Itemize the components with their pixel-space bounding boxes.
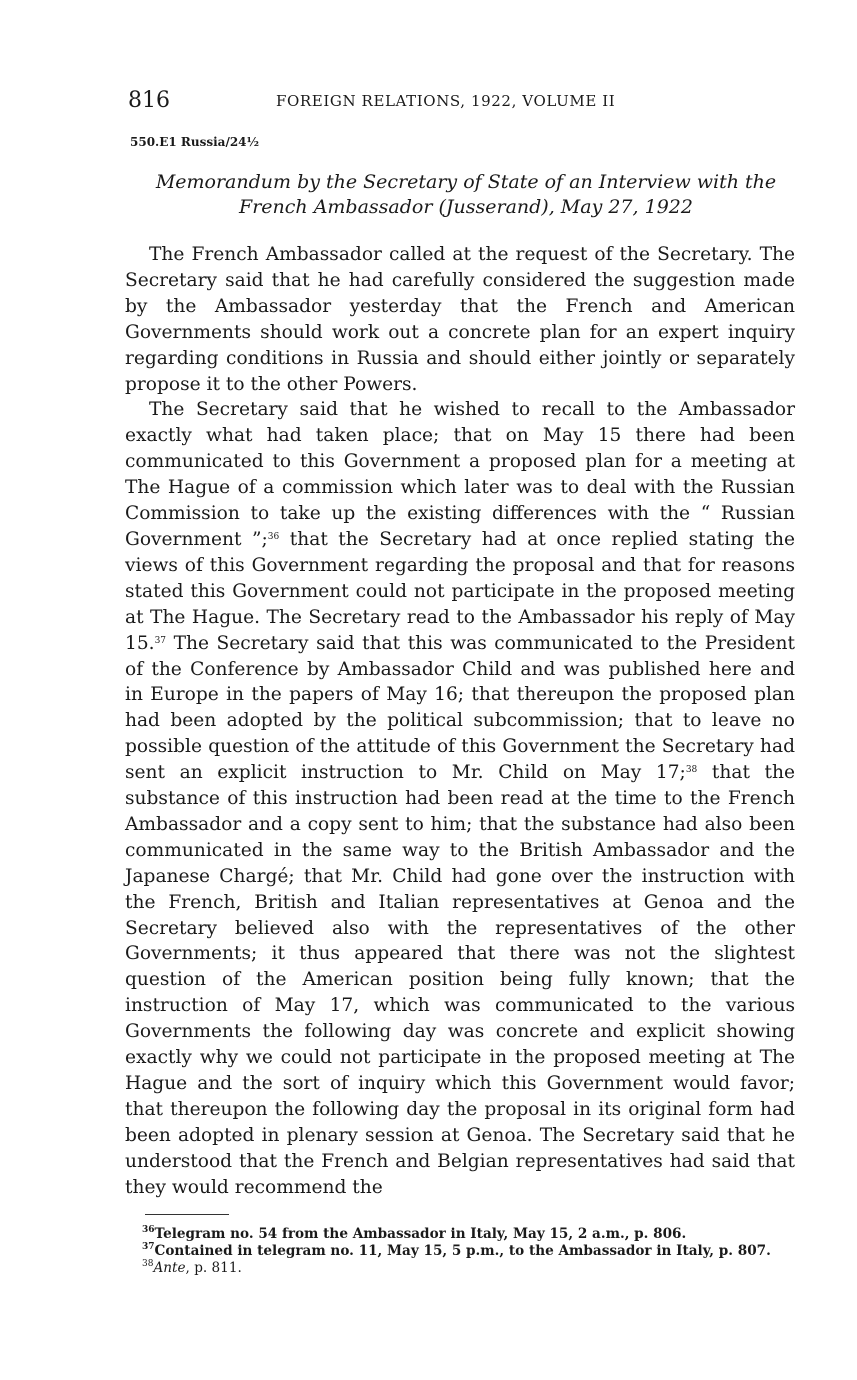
footnote-37 [118, 1243, 798, 1259]
footnote-mark: 37 [142, 1242, 155, 1252]
paragraph-2-part-b: that the Secretary had at once replied stating the views of this Government regarding the proposal and that for reasons stated this Government could not participate in the proposed meeting at The Hague. The Secretary read to the Ambassador his reply of May 15. [125, 528, 795, 654]
footnote-mark: 38 [142, 1259, 154, 1269]
running-title: FOREIGN RELATIONS, 1922, VOLUME II [276, 92, 616, 110]
footnote-36 [118, 1226, 798, 1242]
footnote-text: Telegram no. 54 from the Ambassador in Italy, May 15, 2 a.m., p. 806. [154, 1226, 687, 1242]
paragraph-2-part-a: The Secretary said that he wished to recall to the Ambassador exactly what had taken place; that on May 15 there had been communicated to this Government a proposed plan for a meeting at The Hague of a commission which later was to deal with the Russian Commission to take up the existing differences with the “ Russian Government ”; [125, 399, 795, 550]
document-body [125, 242, 795, 1201]
page-number: 816 [128, 88, 170, 113]
title-line-2: French Ambassador (Jusserand), May 27, 1922 [239, 196, 693, 218]
paragraph-1: The French Ambassador called at the request of the Secretary. The Secretary said that he had carefully considered the suggestion made by the Ambassador yesterday that the French and American Governments should work out a concrete plan for an expert inquiry regarding conditions in Russia and should either jointly or separately propose it to the other Powers. [125, 244, 795, 395]
footnote-38 [118, 1260, 798, 1276]
footnote-mark: 36 [142, 1225, 155, 1235]
paragraph-2-part-c: The Secretary said that this was communicated to the President of the Conference by Ambassador Child and was published here and in Europe in the papers of May 16; that thereupon the proposed plan had been adopted by the political subcommission; that to leave no possible question of the attitude of this Government the Secretary had sent an explicit instruction to Mr. Child on May 17; [125, 632, 795, 784]
footnote-divider [145, 1214, 229, 1215]
footnote-text: , p. 811. [185, 1260, 242, 1276]
document-title [126, 170, 806, 220]
footnotes [118, 1226, 798, 1277]
title-line-1: Memorandum by the Secretary of State of an Interview with the [155, 171, 777, 193]
footnote-ref-36[interactable]: 36 [267, 531, 280, 542]
footnote-ref-38[interactable]: 38 [685, 765, 698, 776]
paragraph-2-part-d: that the substance of this instruction had been read at the time to the French Ambassador and a copy sent to him; that the substance had also been communicated in the same way to the British Ambassador and the Japanese Chargé; that Mr. Child had gone over the instruction with the French, British and Italian representatives at Genoa and the Secretary believed also with the representatives of the other Governments; it thus appeared that there was not the slightest question of the American position being fully known; that the instruction of May 17, which was communicated to the various Governments the following day was concrete and explicit showing exactly why we could not participate in the proposed meeting at The Hague and the sort of inquiry which this Government would favor; that thereupon the following day the proposal in its original form had been adopted in plenary session at Genoa. The Secretary said that he understood that the French and Belgian representatives had said that they would recommend the [125, 762, 795, 1198]
paragraph-2 [125, 397, 795, 1200]
page-header [128, 88, 798, 118]
footnote-ref-37[interactable]: 37 [154, 635, 167, 646]
footnote-ante: Ante [153, 1260, 186, 1276]
footnote-text: Contained in telegram no. 11, May 15, 5 p.m., to the Ambassador in Italy, p. 807. [154, 1243, 771, 1259]
file-reference: 550.E1 Russia/24½ [130, 135, 260, 149]
